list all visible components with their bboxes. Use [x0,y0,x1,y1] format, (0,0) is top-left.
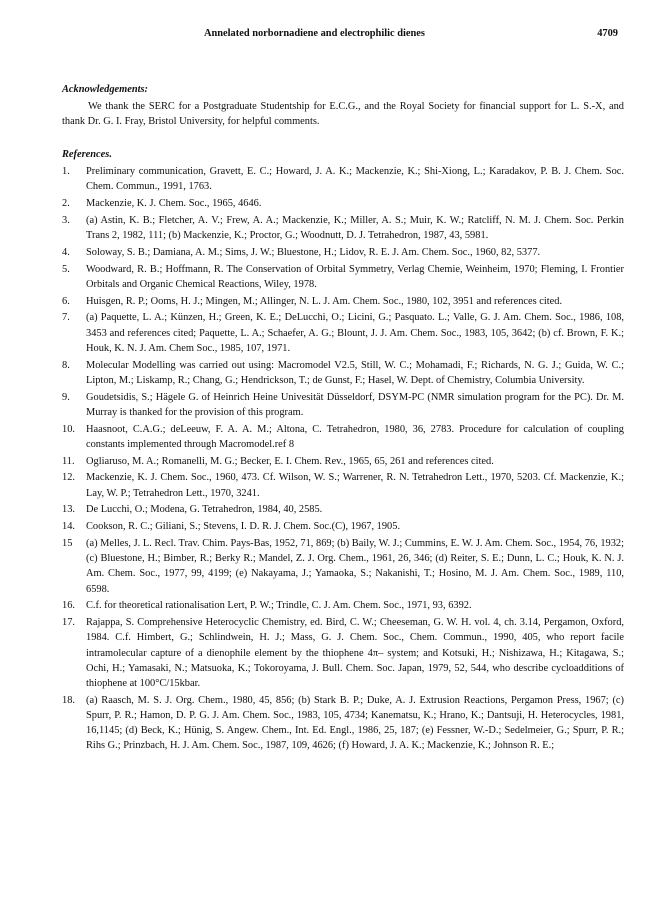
reference-number: 11. [62,455,75,467]
reference-item [62,519,624,534]
reference-text: Mackenzie, K. J. Chem. Soc., 1960, 473. Cf. Wilson, W. S.; Warrener, R. N. Tetrahedron Lett., 1970, 5203. Cf. Mackenzie, K.; Lay, W. P.; Tetrahedron Lett., 1970, 3241. [86,472,624,499]
reference-number: 7. [62,312,70,324]
reference-item [62,164,624,194]
reference-text: (a) Melles, J. L. Recl. Trav. Chim. Pays-Bas, 1952, 71, 869; (b) Baily, W. J.; Cummins, E. W. J. Am. Chem. Soc., 1954, 76, 1932; (c) Bluestone, H.; Bimber, R.; Berky R.; Mandel, Z. J. Org. Chem., 1961, 26, 346; (d) Reiter, S. E.; Dunn, L. C.; Houk, K. N. J. Am. Chem. Soc., 1977, 99, 4199; (e) Nakayama, J.; Yamaoka, S.; Nakanishi, T.; Hosino, M. J. Am. Chem. Soc., 1989, 110, 6598. [86,537,624,595]
reference-text: Cookson, R. C.; Giliani, S.; Stevens, I. D. R. J. Chem. Soc.(C), 1967, 1905. [86,521,401,533]
reference-number: 2. [62,198,70,209]
reference-item [62,422,624,452]
running-head [0,28,672,44]
running-title: Annelated norbornadiene and electrophilic dienes [204,28,425,39]
reference-item [62,693,624,754]
reference-number: 18. [62,694,75,706]
reference-item [62,196,624,211]
reference-item [62,390,624,420]
reference-text: C.f. for theoretical rationalisation Lert, P. W.; Trindle, C. J. Am. Chem. Soc., 1971, 93, 6392. [86,600,472,612]
reference-text: Molecular Modelling was carried out using: Macromodel V2.5, Still, W. C.; Mohamadi, F.; Richards, N. G. J.; Guida, W. C.; Lipton, M.; Liskamp, R.; Chang, G.; Hendrickson, T.; de Gunst, F.; Hasel, W. Dept. of Chemistry, Columbia University. [86,359,624,386]
reference-number: 5. [62,263,70,275]
reference-number: 12. [62,472,75,484]
reference-number: 6. [62,295,70,307]
reference-text: Ogliaruso, M. A.; Romanelli, M. G.; Becker, E. I. Chem. Rev., 1965, 65, 261 and references cited. [86,455,494,467]
reference-item [62,454,624,469]
reference-number: 17. [62,617,75,629]
reference-item [62,294,624,309]
reference-item [62,262,624,292]
reference-item [62,502,624,517]
reference-number: 10. [62,423,75,435]
reference-text: Woodward, R. B.; Hoffmann, R. The Conservation of Orbital Symmetry, Verlag Chemie, Weinheim, 1970; Fleming, I. Frontier Orbitals and Organic Chemical Reactions, Wiley, 1978. [86,263,624,290]
references-heading: References. [62,149,112,160]
acknowledgements-heading: Acknowledgements: [62,84,149,95]
reference-item [62,598,624,613]
reference-item [62,358,624,388]
reference-text: (a) Raasch, M. S. J. Org. Chem., 1980, 45, 856; (b) Stark B. P.; Duke, A. J. Extrusion Reactions, Pergamon Press, 1967; (c) Spurr, P. R.; Hamon, D. P. G. J. Am. Chem. Soc., 1983, 105, 4734; Kanematsu, K.; Hrano, K.; Dantsuji, H. Heterocycles, 1981, 16,1145; (d) Beck, K.; Hünig, S. Angew. Chem., Int. Ed. Engl., 1986, 25, 187; (e) Fessner, W.-D.; Sedelmeier, G.; Spurr, P. R.; Rihs G.; Prinzbach, H. J. Am. Chem. Soc., 1987, 109, 4626; (f) Howard, J. A. K.; Mackenzie, K.; Johnson R. E.; [86,694,624,752]
reference-text: Goudetsidis, S.; Hägele G. of Heinrich Heine Univesität Düsseldorf, DSYM-PC (NMR simulation program for the PC). Dr. M. Murray is thanked for the provision of this program. [86,391,624,418]
reference-number: 4. [62,246,70,258]
reference-item [62,470,624,500]
reference-number: 8. [62,359,70,371]
reference-number: 3. [62,214,70,226]
reference-text: De Lucchi, O.; Modena, G. Tetrahedron, 1984, 40, 2585. [86,504,323,516]
reference-item [62,310,624,356]
reference-item [62,245,624,260]
page-number: 4709 [597,28,618,39]
reference-item [62,536,624,597]
reference-number: 16. [62,600,75,612]
reference-number: 1. [62,166,70,177]
reference-text: (a) Paquette, L. A.; Künzen, H.; Green, K. E.; DeLucchi, O.; Licini, G.; Pasquato. L.; Valle, G. J. Am. Chem. Soc., 1986, 108, 3453 and references cited; Paquette, L. A.; Schaefer, A. G.; Blount, J. J. Am. Chem. Soc., 1983, 105, 3642; (b) cf. Brown, F. K.; Houk, K. N. J. Am. Chem Soc., 1985, 107, 1971. [86,312,624,354]
reference-item [62,213,624,243]
acknowledgements-text: We thank the SERC for a Postgraduate Studentship for E.C.G., and the Royal Society for financial support for L. S.-X, and thank Dr. G. I. Fray, Bristol University, for helpful comments. [62,101,624,127]
reference-text: Huisgen, R. P.; Ooms, H. J.; Mingen, M.; Allinger, N. L. J. Am. Chem. Soc., 1980, 102, 3951 and references cited. [86,295,563,307]
reference-number: 15 [62,537,73,549]
reference-text: Haasnoot, C.A.G.; deLeeuw, F. A. A. M.; Altona, C. Tetrahedron, 1980, 36, 2783. Procedure for calculation of coupling constants implemented through Macromodel.ref 8 [86,423,624,450]
reference-text: Rajappa, S. Comprehensive Heterocyclic Chemistry, ed. Bird, C. W.; Cheeseman, G. W. H. vol. 4, ch. 3.14, Pergamon, Oxford, 1984. C.f. Himbert, G.; Schlindwein, H. J.; Mass, G. J. Chem. Soc., Chem. Commun., 1990, 405, who report facile intramolecular capture of a dienophile element by the thiophene 4π– system; and Kotsuki, H.; Nishizawa, H.; Kitagawa, S.; Ochi, H.; Yamasaki, N.; Matsuoka, K.; Tokoroyama, J. Bull. Chem. Soc. Japan, 1979, 52, 544, who describe cycloadditions of thiophene at 100°C/15kbar. [86,617,624,689]
reference-text: Mackenzie, K. J. Chem. Soc., 1965, 4646. [86,198,262,209]
reference-item [62,615,624,691]
reference-list [62,164,624,755]
reference-number: 9. [62,391,70,403]
reference-text: Soloway, S. B.; Damiana, A. M.; Sims, J. W.; Bluestone, H.; Lidov, R. E. J. Am. Chem. Soc., 1960, 82, 5377. [86,246,541,258]
reference-text: (a) Astin, K. B.; Fletcher, A. V.; Frew, A. A.; Mackenzie, K.; Miller, A. S.; Muir, K. W.; Ratcliff, N. M. J. Chem. Soc. Perkin Trans 2, 1982, 111; (b) Mackenzie, K.; Proctor, G.; Woodnutt, D. J. Tetrahedron, 1987, 43, 5981. [86,214,624,241]
reference-number: 14. [62,521,75,533]
reference-number: 13. [62,504,75,516]
reference-text: Preliminary communication, Gravett, E. C.; Howard, J. A. K.; Mackenzie, K.; Shi-Xiong, L.; Karadakov, P. B. J. Chem. Soc. Chem. Commun., 1991, 1763. [86,166,624,193]
